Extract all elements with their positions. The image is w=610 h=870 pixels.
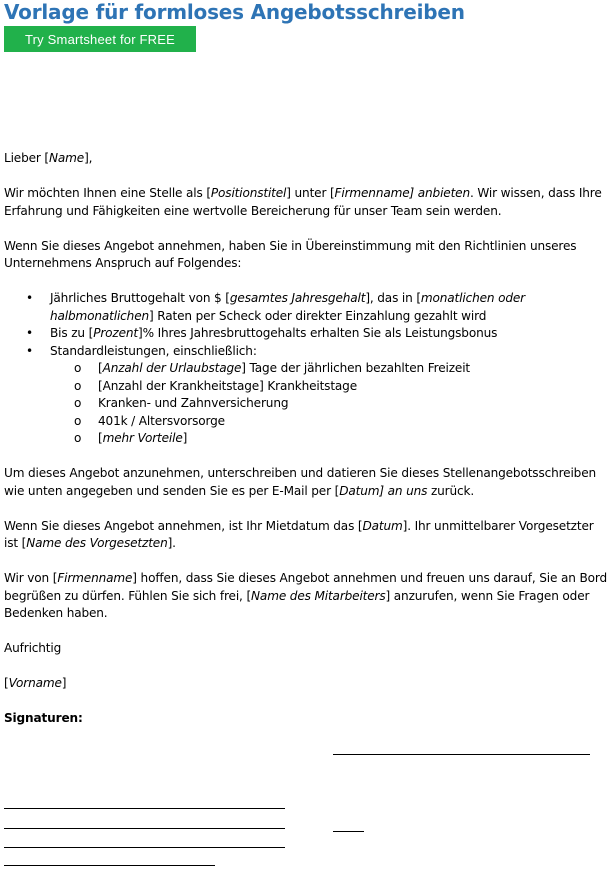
supervisor-name-placeholder: Name des Vorgesetzten [26,536,168,550]
benefits-list [4,290,608,448]
start-date-text: ]. [167,536,176,550]
entitlement-paragraph: Wenn Sie dieses Angebot annehmen, haben Sie in Übereinstimmung mit den Richtlinien unseres Unternehmens Anspruch auf Folgendes: [4,238,577,270]
sub-bullet-icon: o [74,378,82,393]
greeting-text: Lieber [ [4,151,49,165]
list-item [50,378,608,396]
start-date-text: ]. Ihr unmittelbarer Vorgesetzter ist [ [4,518,594,550]
closing: Aufrichtig [4,641,62,655]
start-date-placeholder: Datum [362,518,403,533]
list-item [4,343,608,448]
page-title: Vorlage für formloses Angebotsschreiben [4,0,465,24]
sub-bullet-icon: o [74,413,82,428]
start-date-text: Wenn Sie dieses Angebot annehmen, ist Ihr Mietdatum das [ [4,518,363,533]
signature-line[interactable] [4,808,285,809]
signature-line[interactable] [4,847,285,848]
acceptance-paragraph [4,465,608,500]
signature-line[interactable] [4,828,285,829]
offer-text: Wir möchten Ihnen eine Stelle als [ [4,186,211,200]
signature-line[interactable] [4,865,215,866]
sub-benefit-text: Kranken- und Zahnversicherung [98,396,289,410]
signer-text: ] [61,676,67,690]
signature-line[interactable] [333,754,590,755]
acceptance-text: zurück. [427,483,475,498]
sub-benefit-text: [ [98,431,103,445]
sub-benefit-text: ] [182,431,188,445]
date-line[interactable] [333,831,364,832]
benefit-text: Jährliches Bruttogehalt von $ [ [50,291,230,305]
company-name-placeholder: Firmenname [57,571,133,585]
benefit-text: Bis zu [ [50,326,94,340]
sub-bullet-icon: o [74,361,82,375]
start-date-paragraph [4,518,608,553]
welcome-text: Wir von [ [4,571,58,585]
benefit-text: ] Raten per Scheck oder direkter Einzahlung gezahlt wird [149,308,487,323]
signer-text: [ [4,676,9,690]
greeting [4,150,608,168]
position-title-placeholder: Positionstitel [210,186,287,200]
bullet-icon: • [26,326,33,340]
try-smartsheet-button[interactable]: Try Smartsheet for FREE [4,26,196,52]
acceptance-text: Um dieses Angebot anzunehmen, unterschreiben und datieren Sie dieses Stellenangebotsschreiben wie unten angegeben und senden Sie es per E-Mail per [ [4,466,596,498]
sub-benefit-text: [Anzahl der Krankheitstage] Krankheitstage [98,378,358,393]
list-item [50,395,608,413]
due-date-placeholder: Datum] an uns [339,483,428,498]
list-item [50,360,608,378]
company-name-placeholder: Firmenname] anbieten [334,186,470,200]
offer-paragraph [4,185,608,220]
employee-name-placeholder: Name des Mitarbeiters [251,588,386,603]
annual-salary-placeholder: gesamtes Jahresgehalt [229,291,366,305]
bullet-icon: • [26,343,33,358]
benefit-text: ]% Ihres Jahresbruttogehalts erhalten Sie als Leistungsbonus [138,326,498,340]
signer-name [4,675,608,693]
list-item [4,325,608,343]
greeting-text-end: ], [84,151,93,165]
letter-body [4,150,608,745]
offer-text: . Wir wissen, dass Ihre Erfahrung und Fähigkeiten eine wertvolle Bereicherung für unser Team sein werden. [4,186,602,218]
bullet-icon: • [26,291,33,305]
sub-benefit-text: ] Tage der jährlichen bezahlten Freizeit [241,361,471,375]
welcome-text: ] anzurufen, wenn Sie Fragen oder Bedenken haben. [4,588,590,620]
greeting-name-placeholder: Name [49,151,85,165]
signatures-heading: Signaturen: [4,711,83,725]
vacation-days-placeholder: Anzahl der Urlaubstage [102,361,242,375]
sub-benefit-text: 401k / Altersvorsorge [98,413,225,428]
offer-text: ] unter [ [286,186,335,200]
standard-benefits-list [50,360,608,448]
payment-interval-placeholder: monatlichen oder halbmonatlichen [50,291,525,323]
list-item [50,413,608,431]
list-item [50,430,608,448]
percent-placeholder: Prozent [93,326,138,340]
benefit-text: ], das in [ [365,291,421,305]
sub-bullet-icon: o [74,396,82,410]
sub-benefit-text: [ [98,361,103,375]
welcome-text: ] hoffen, dass Sie dieses Angebot annehmen und freuen uns darauf, Sie an Bord begrüßen zu dürfen. Fühlen Sie sich frei, [ [4,571,607,603]
benefit-text: Standardleistungen, einschließlich: [50,343,257,358]
sub-bullet-icon: o [74,431,82,445]
more-benefits-placeholder: mehr Vorteile [102,431,183,445]
first-name-placeholder: Vorname [8,676,62,690]
list-item [4,290,608,325]
welcome-paragraph [4,570,608,623]
